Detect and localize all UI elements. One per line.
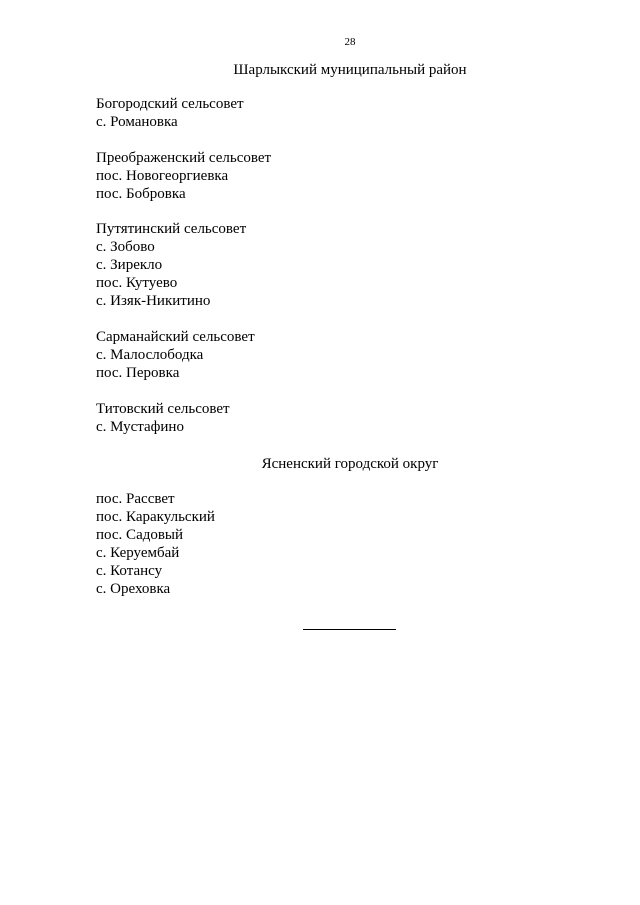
council-name: Преображенский сельсовет	[96, 150, 272, 166]
urban-district-settlements	[96, 490, 215, 598]
council-block-bogorodsky	[96, 95, 244, 131]
settlement-item: с. Керуембай	[96, 545, 180, 561]
settlement-item: с. Мустафино	[96, 419, 184, 435]
urban-district-heading: Ясненский городской округ	[261, 456, 439, 472]
settlement-item: пос. Рассвет	[96, 491, 175, 507]
settlement-item: пос. Перовка	[96, 365, 180, 381]
council-name: Путятинский сельсовет	[96, 221, 247, 237]
settlement-item: с. Ореховка	[96, 581, 171, 597]
council-block-sarmanaysky	[96, 328, 255, 382]
settlement-item: с. Романовка	[96, 114, 178, 130]
district-heading: Шарлыкский муниципальный район	[233, 62, 467, 78]
settlement-item: пос. Каракульский	[96, 509, 215, 525]
council-block-preobrazhensky	[96, 149, 271, 203]
council-name: Сарманайский сельсовет	[96, 329, 255, 345]
settlement-item: с. Зобово	[96, 239, 155, 255]
settlement-item: с. Малослободка	[96, 347, 204, 363]
settlement-item: пос. Бобровка	[96, 186, 186, 202]
page-number: 28	[344, 36, 356, 48]
settlement-item: с. Изяк-Никитино	[96, 293, 211, 309]
end-rule	[303, 629, 396, 630]
council-block-titovsky	[96, 400, 230, 436]
settlement-item: с. Котансу	[96, 563, 163, 579]
settlement-item: пос. Кутуево	[96, 275, 178, 291]
council-name: Титовский сельсовет	[96, 401, 230, 417]
council-block-putyatinsky	[96, 220, 246, 310]
settlement-item: с. Зирекло	[96, 257, 163, 273]
settlement-item: пос. Новогеоргиевка	[96, 168, 229, 184]
settlement-item: пос. Садовый	[96, 527, 184, 543]
council-name: Богородский сельсовет	[96, 96, 244, 112]
